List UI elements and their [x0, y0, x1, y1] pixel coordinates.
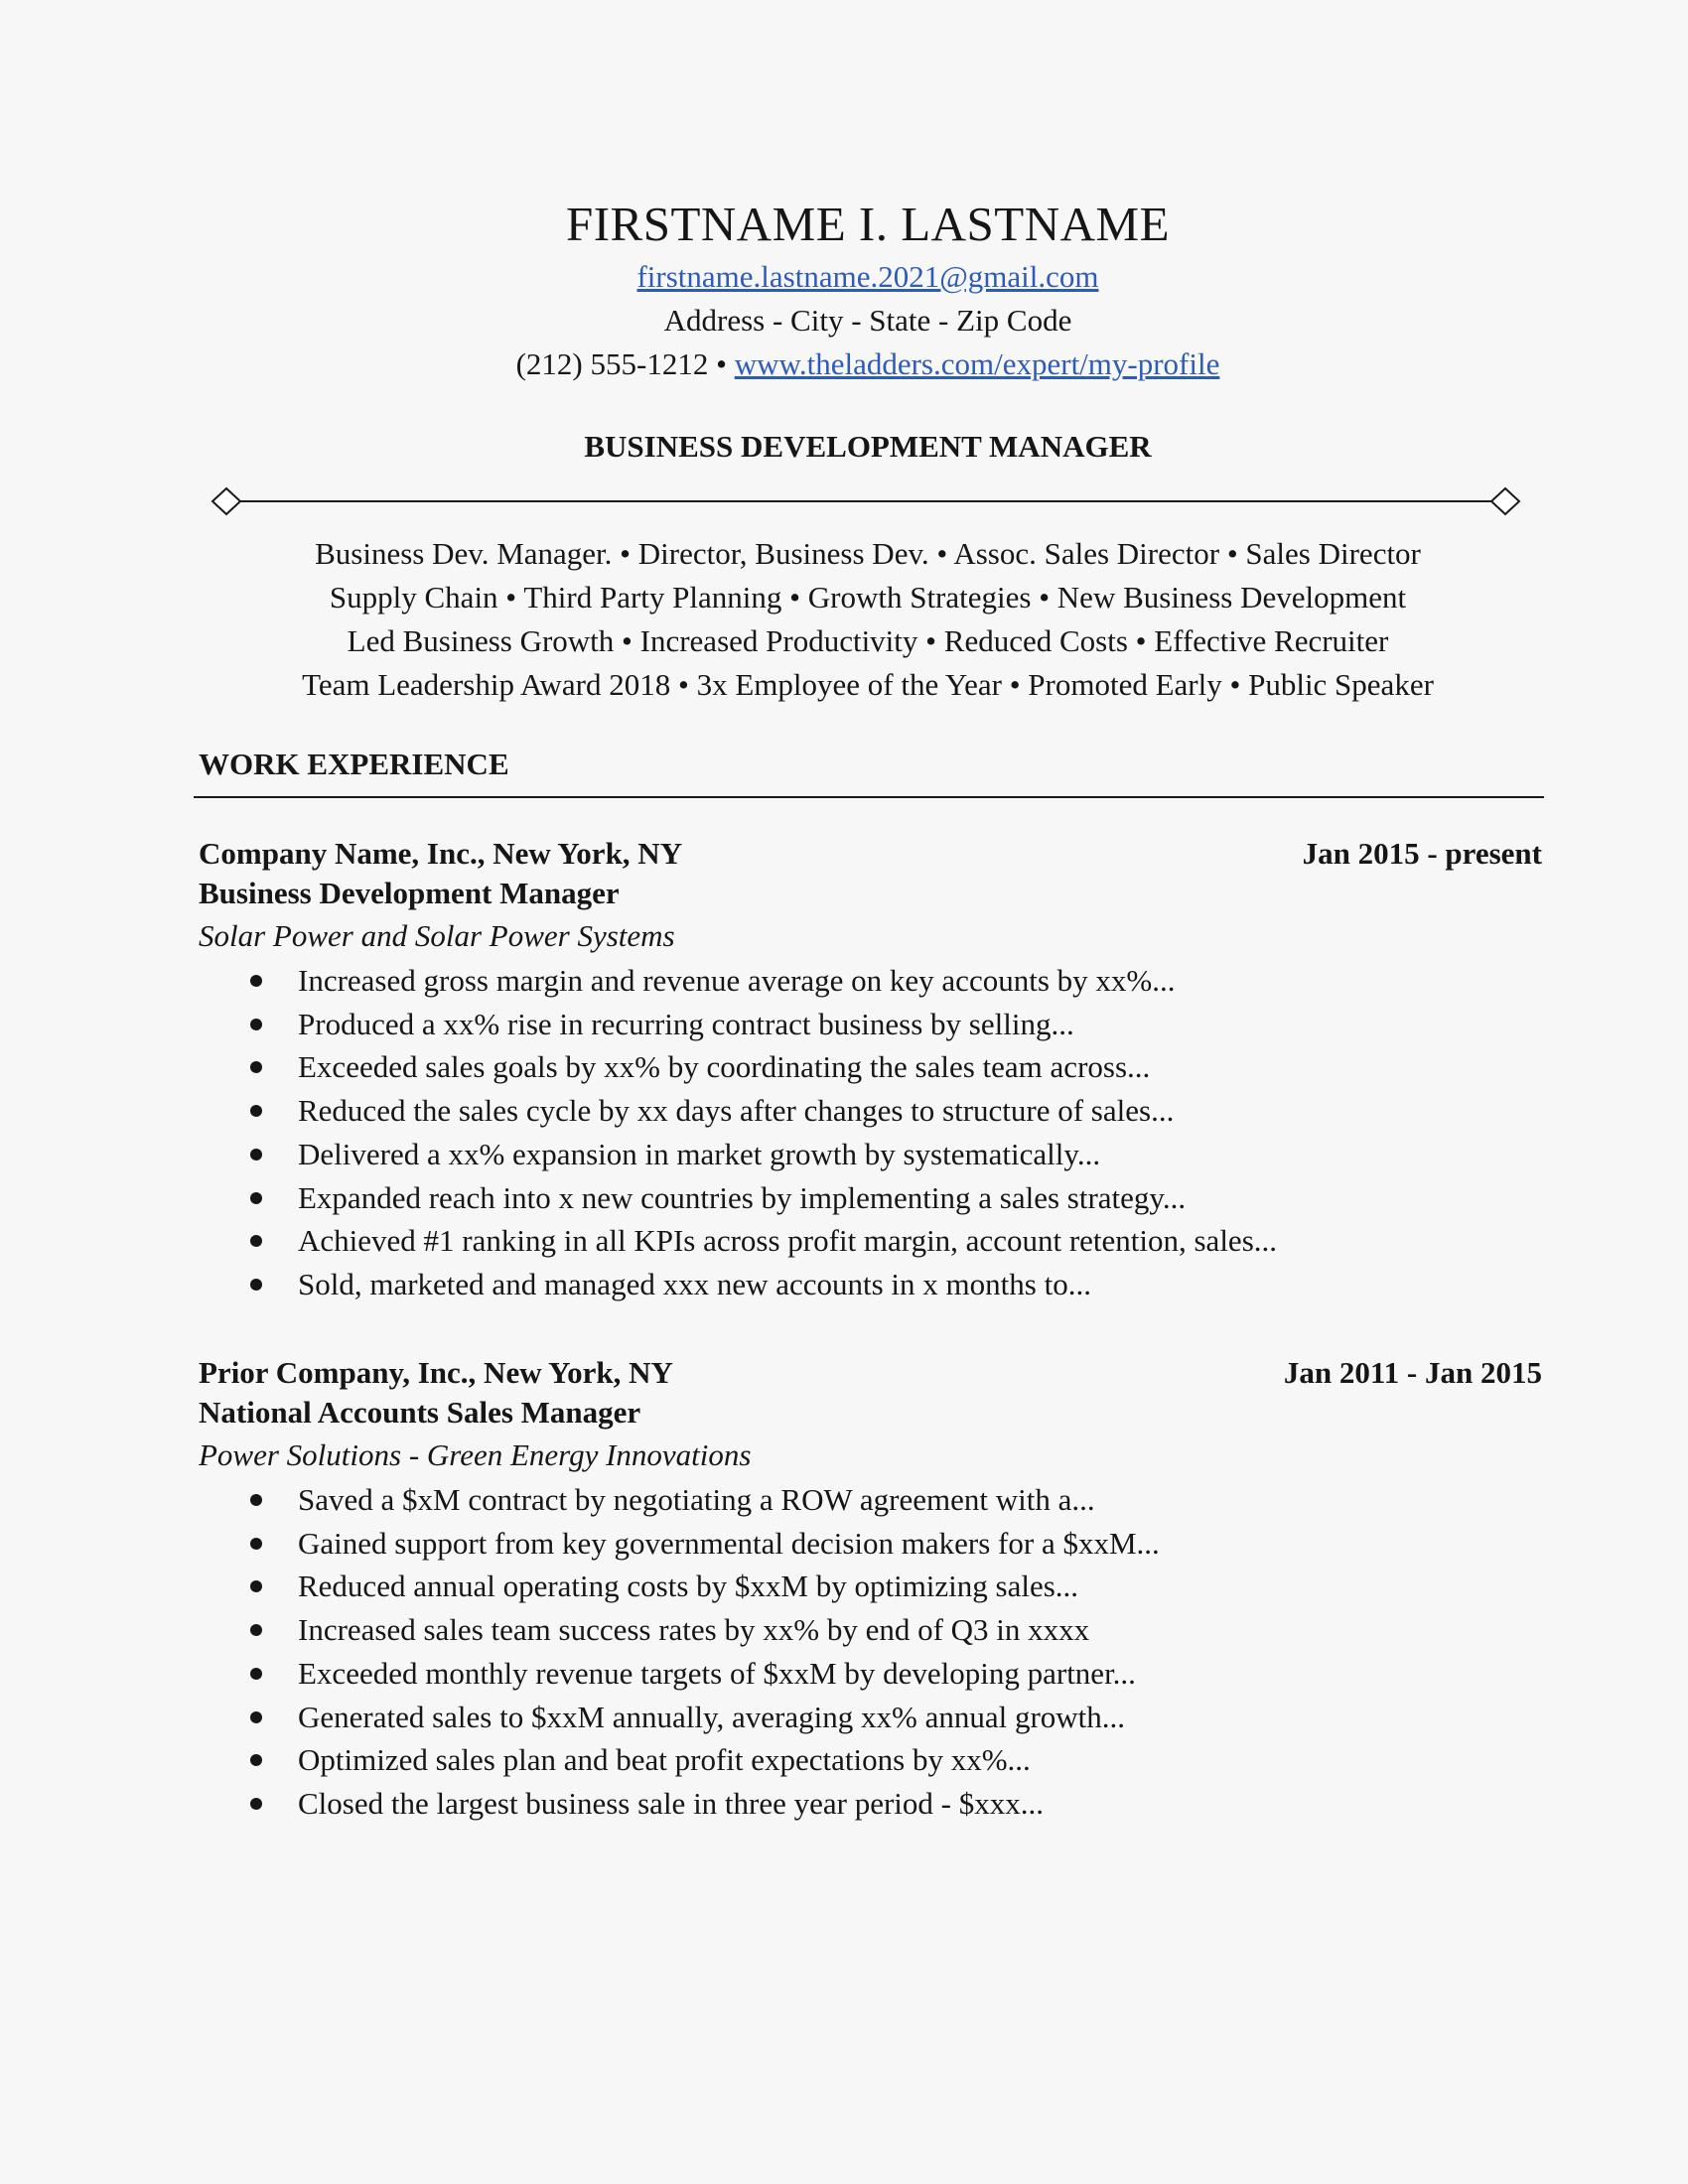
- diamond-right-icon: [1491, 488, 1519, 514]
- resume-header: [0, 194, 1688, 386]
- phone-number: (212) 555-1212: [515, 346, 709, 381]
- job-bullet: Increased gross margin and revenue average on key accounts by xx%...: [199, 959, 1542, 1003]
- job-bullet-list: [199, 1478, 1542, 1826]
- job-bullet: Gained support from key governmental decision makers for a $xxM...: [199, 1522, 1542, 1566]
- diamond-left-icon: [212, 488, 240, 514]
- email-line: [0, 255, 1688, 299]
- job-bullet: Sold, marketed and managed xxx new accounts in x months to...: [199, 1263, 1542, 1306]
- job-entry: [199, 834, 1542, 1306]
- email-link[interactable]: firstname.lastname.2021@gmail.com: [636, 259, 1099, 294]
- job-bullet: Optimized sales plan and beat profit expectations by xx%...: [199, 1738, 1542, 1782]
- profile-link[interactable]: www.theladders.com/expert/my-profile: [734, 346, 1220, 381]
- job-dates: Jan 2011 - Jan 2015: [1283, 1355, 1542, 1390]
- job-entry: [199, 1353, 1542, 1826]
- job-role: Business Development Manager: [199, 876, 620, 910]
- phone-profile-line: [0, 342, 1688, 386]
- job-company: Company Name, Inc., New York, NY: [199, 836, 683, 871]
- section-title-work-experience: WORK EXPERIENCE: [199, 747, 509, 781]
- job-dates: Jan 2015 - present: [1302, 836, 1542, 871]
- job-industry: Solar Power and Solar Power Systems: [199, 918, 675, 953]
- job-bullet: Increased sales team success rates by xx% by end of Q3 in xxxx: [199, 1608, 1542, 1652]
- job-bullet: Saved a $xM contract by negotiating a ROW agreement with a...: [199, 1478, 1542, 1522]
- job-bullet: Closed the largest business sale in three year period - $xxx...: [199, 1782, 1542, 1826]
- job-bullet: Produced a xx% rise in recurring contract business by selling...: [199, 1003, 1542, 1046]
- job-header: [199, 834, 1542, 874]
- section-divider: [194, 796, 1544, 798]
- job-industry: Power Solutions - Green Energy Innovations: [199, 1437, 752, 1472]
- job-bullet: Exceeded monthly revenue targets of $xxM by developing partner...: [199, 1652, 1542, 1696]
- separator-bullet: •: [708, 346, 735, 381]
- job-role: National Accounts Sales Manager: [199, 1395, 641, 1430]
- candidate-name: FIRSTNAME I. LASTNAME: [565, 197, 1171, 251]
- job-bullet: Expanded reach into x new countries by implementing a sales strategy...: [199, 1176, 1542, 1220]
- job-bullet: Reduced annual operating costs by $xxM by optimizing sales...: [199, 1565, 1542, 1608]
- keywords-line: Led Business Growth • Increased Productivity • Reduced Costs • Effective Recruiter: [347, 623, 1389, 658]
- diamond-divider: [211, 486, 1521, 516]
- address-line: Address - City - State - Zip Code: [663, 303, 1072, 338]
- job-bullet: Generated sales to $xxM annually, averaging xx% annual growth...: [199, 1696, 1542, 1739]
- job-bullet-list: [199, 959, 1542, 1306]
- job-bullet: Exceeded sales goals by xx% by coordinating the sales team across...: [199, 1045, 1542, 1089]
- keywords-line: Team Leadership Award 2018 • 3x Employee of the Year • Promoted Early • Public Speaker: [302, 667, 1434, 702]
- keywords-line: Business Dev. Manager. • Director, Business Dev. • Assoc. Sales Director • Sales Director: [315, 536, 1421, 571]
- job-header: [199, 1353, 1542, 1393]
- job-bullet: Achieved #1 ranking in all KPIs across profit margin, account retention, sales...: [199, 1219, 1542, 1263]
- headline: BUSINESS DEVELOPMENT MANAGER: [584, 429, 1152, 464]
- job-company: Prior Company, Inc., New York, NY: [199, 1355, 673, 1390]
- keywords-block: [0, 532, 1688, 707]
- job-bullet: Delivered a xx% expansion in market growth by systematically...: [199, 1133, 1542, 1176]
- job-bullet: Reduced the sales cycle by xx days after changes to structure of sales...: [199, 1089, 1542, 1133]
- keywords-line: Supply Chain • Third Party Planning • Growth Strategies • New Business Development: [329, 580, 1407, 614]
